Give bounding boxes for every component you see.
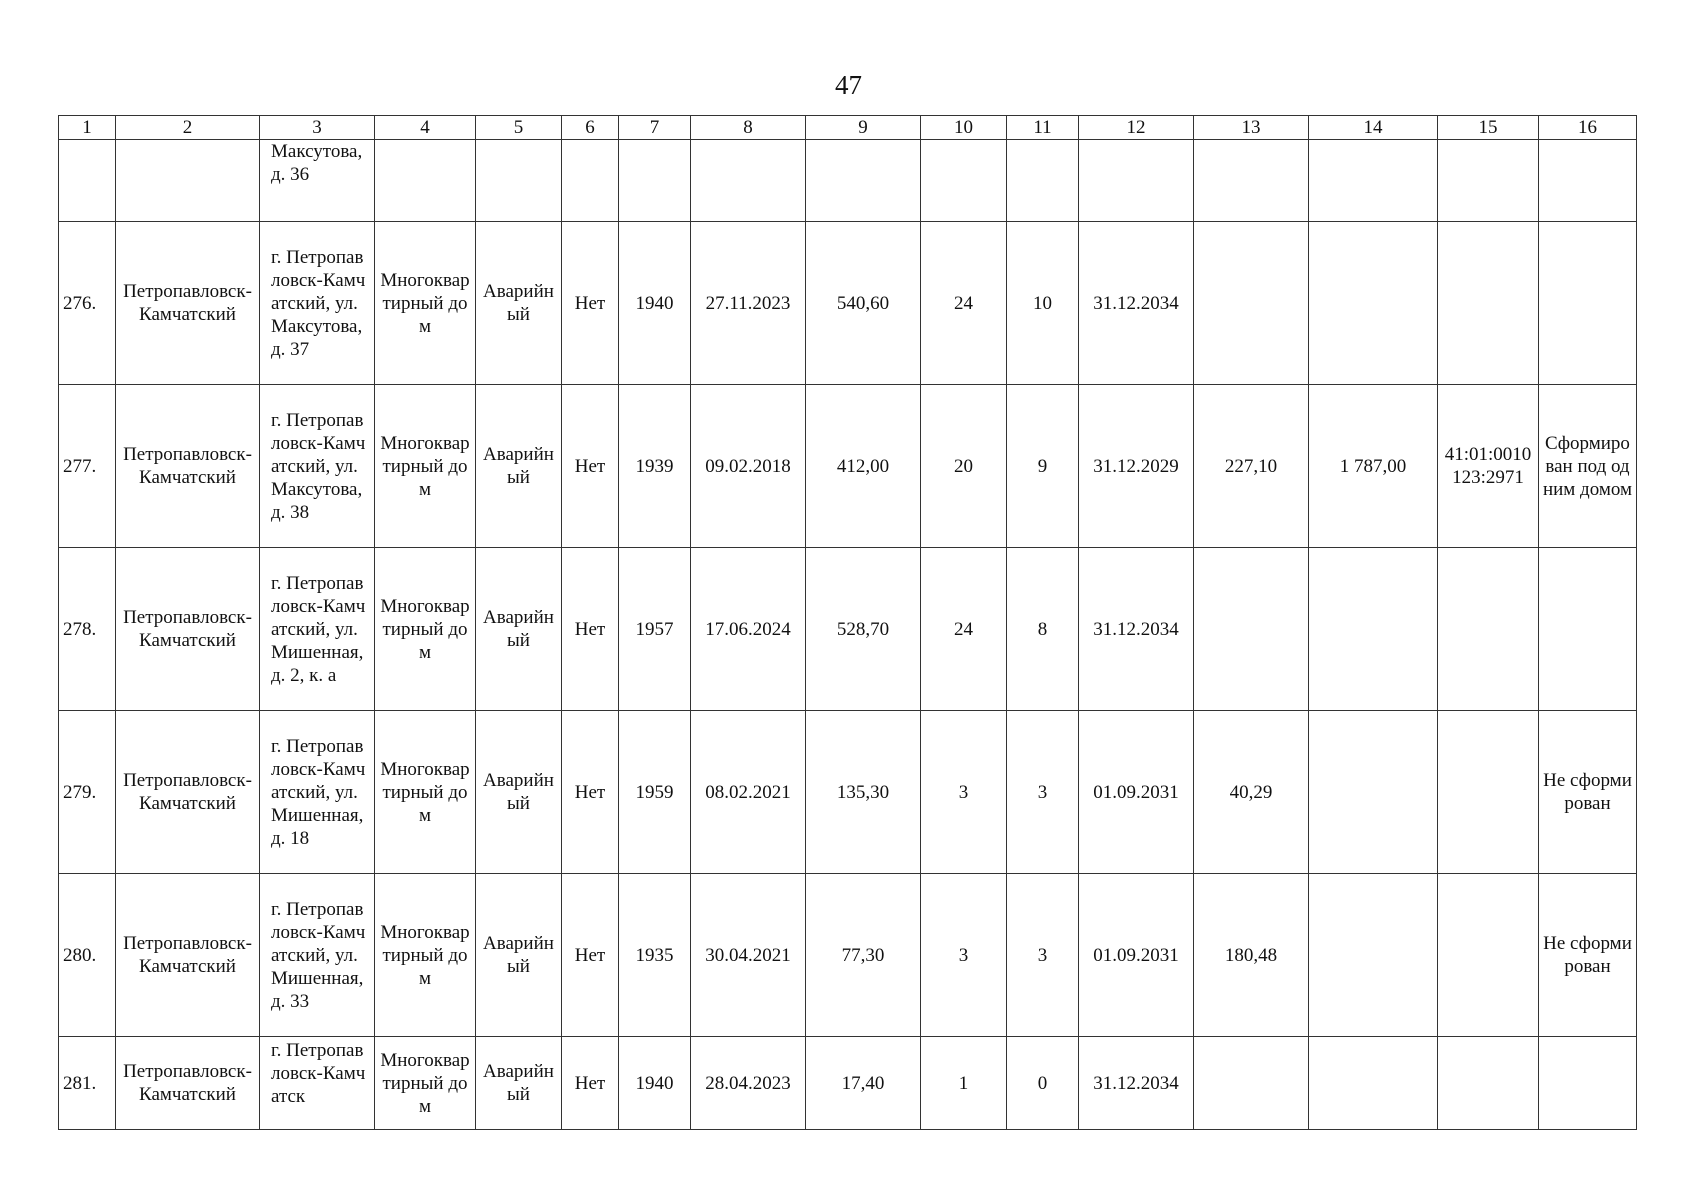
- cadastral-number-cell: [1438, 711, 1539, 874]
- col10-cell: 1: [921, 1037, 1007, 1130]
- object-type-cell: Многоквартирный дом: [375, 711, 476, 874]
- land-plot-status-cell: [1539, 548, 1637, 711]
- col14-cell: [1309, 1037, 1438, 1130]
- row-number: 281.: [59, 1037, 116, 1130]
- area-cell: 528,70: [806, 548, 921, 711]
- row-number: 277.: [59, 385, 116, 548]
- col13-cell: [1194, 1037, 1309, 1130]
- column-number: 6: [562, 116, 619, 140]
- column-number: 12: [1079, 116, 1194, 140]
- year-cell: 1935: [619, 874, 691, 1037]
- col6-cell: Нет: [562, 711, 619, 874]
- row-number: 278.: [59, 548, 116, 711]
- column-number-row: [59, 116, 1637, 140]
- col6-cell: Нет: [562, 385, 619, 548]
- year-cell: 1959: [619, 711, 691, 874]
- row-number: 280.: [59, 874, 116, 1037]
- area-cell: 135,30: [806, 711, 921, 874]
- status-cell: Аварийный: [476, 874, 562, 1037]
- area-cell: 77,30: [806, 874, 921, 1037]
- column-number: 3: [260, 116, 375, 140]
- date-cell: 09.02.2018: [691, 385, 806, 548]
- col6-cell: Нет: [562, 222, 619, 385]
- municipality-cell: Петропавловск-Камчатский: [116, 222, 260, 385]
- address-cell: г. Петропавловск-Камчатский, ул. Мишенная, д. 18: [260, 711, 375, 874]
- status-cell: Аварийный: [476, 222, 562, 385]
- deadline-cell: 01.09.2031: [1079, 711, 1194, 874]
- cadastral-number-cell: [1438, 222, 1539, 385]
- col6-cell: Нет: [562, 1037, 619, 1130]
- col6-cell: Нет: [562, 548, 619, 711]
- col14-cell: 1 787,00: [1309, 385, 1438, 548]
- date-cell: 17.06.2024: [691, 548, 806, 711]
- area-cell: 412,00: [806, 385, 921, 548]
- address-cell: Максутова, д. 36: [260, 140, 375, 222]
- column-number: 16: [1539, 116, 1637, 140]
- col11-cell: 3: [1007, 711, 1079, 874]
- table-row: [59, 874, 1637, 1037]
- object-type-cell: Многоквартирный дом: [375, 874, 476, 1037]
- address-cell: г. Петропавловск-Камчатский, ул. Мишенная, д. 2, к. а: [260, 548, 375, 711]
- area-cell: 540,60: [806, 222, 921, 385]
- date-cell: 08.02.2021: [691, 711, 806, 874]
- municipality-cell: Петропавловск-Камчатский: [116, 548, 260, 711]
- date-cell: 27.11.2023: [691, 222, 806, 385]
- col13-cell: [1194, 222, 1309, 385]
- deadline-cell: 31.12.2034: [1079, 1037, 1194, 1130]
- col11-cell: 9: [1007, 385, 1079, 548]
- status-cell: Аварийный: [476, 385, 562, 548]
- deadline-cell: 31.12.2034: [1079, 222, 1194, 385]
- municipality-cell: Петропавловск-Камчатский: [116, 385, 260, 548]
- date-cell: 30.04.2021: [691, 874, 806, 1037]
- column-number: 15: [1438, 116, 1539, 140]
- col11-cell: 8: [1007, 548, 1079, 711]
- column-number: 14: [1309, 116, 1438, 140]
- column-number: 7: [619, 116, 691, 140]
- status-cell: Аварийный: [476, 1037, 562, 1130]
- column-number: 4: [375, 116, 476, 140]
- col14-cell: [1309, 222, 1438, 385]
- column-number: 1: [59, 116, 116, 140]
- address-cell: г. Петропавловск-Камчатск: [260, 1037, 375, 1130]
- col14-cell: [1309, 874, 1438, 1037]
- table-row: [59, 548, 1637, 711]
- address-cell: г. Петропавловск-Камчатский, ул. Мишенная, д. 33: [260, 874, 375, 1037]
- status-cell: Аварийный: [476, 711, 562, 874]
- cadastral-number-cell: [1438, 1037, 1539, 1130]
- year-cell: 1957: [619, 548, 691, 711]
- land-plot-status-cell: [1539, 222, 1637, 385]
- cadastral-number-cell: 41:01:0010123:2971: [1438, 385, 1539, 548]
- year-cell: 1940: [619, 222, 691, 385]
- column-number: 8: [691, 116, 806, 140]
- col10-cell: 3: [921, 874, 1007, 1037]
- col13-cell: 180,48: [1194, 874, 1309, 1037]
- address-cell: г. Петропавловск-Камчатский, ул. Максутова, д. 37: [260, 222, 375, 385]
- col13-cell: 40,29: [1194, 711, 1309, 874]
- object-type-cell: Многоквартирный дом: [375, 1037, 476, 1130]
- year-cell: 1939: [619, 385, 691, 548]
- column-number: 10: [921, 116, 1007, 140]
- deadline-cell: 31.12.2034: [1079, 548, 1194, 711]
- col14-cell: [1309, 548, 1438, 711]
- table-row: [59, 385, 1637, 548]
- column-number: 11: [1007, 116, 1079, 140]
- col11-cell: 3: [1007, 874, 1079, 1037]
- col6-cell: Нет: [562, 874, 619, 1037]
- municipality-cell: Петропавловск-Камчатский: [116, 1037, 260, 1130]
- municipality-cell: Петропавловск-Камчатский: [116, 874, 260, 1037]
- col10-cell: 24: [921, 548, 1007, 711]
- status-cell: Аварийный: [476, 548, 562, 711]
- table-row: [59, 222, 1637, 385]
- object-type-cell: Многоквартирный дом: [375, 385, 476, 548]
- deadline-cell: 31.12.2029: [1079, 385, 1194, 548]
- land-plot-status-cell: [1539, 1037, 1637, 1130]
- municipality-cell: Петропавловск-Камчатский: [116, 711, 260, 874]
- col11-cell: 0: [1007, 1037, 1079, 1130]
- column-number: 5: [476, 116, 562, 140]
- column-number: 2: [116, 116, 260, 140]
- col10-cell: 24: [921, 222, 1007, 385]
- col10-cell: 3: [921, 711, 1007, 874]
- land-plot-status-cell: Не сформирован: [1539, 874, 1637, 1037]
- table-row: [59, 1037, 1637, 1130]
- year-cell: 1940: [619, 1037, 691, 1130]
- deadline-cell: 01.09.2031: [1079, 874, 1194, 1037]
- page-number: 47: [835, 70, 862, 100]
- continuation-row: [59, 140, 1637, 222]
- date-cell: 28.04.2023: [691, 1037, 806, 1130]
- table-body: [59, 116, 1637, 1130]
- housing-registry-table: [58, 115, 1637, 1130]
- land-plot-status-cell: Сформирован под одним домом: [1539, 385, 1637, 548]
- col11-cell: 10: [1007, 222, 1079, 385]
- cadastral-number-cell: [1438, 548, 1539, 711]
- land-plot-status-cell: Не сформирован: [1539, 711, 1637, 874]
- cadastral-number-cell: [1438, 874, 1539, 1037]
- column-number: 13: [1194, 116, 1309, 140]
- col13-cell: [1194, 548, 1309, 711]
- row-number: 276.: [59, 222, 116, 385]
- col14-cell: [1309, 711, 1438, 874]
- object-type-cell: Многоквартирный дом: [375, 548, 476, 711]
- col13-cell: 227,10: [1194, 385, 1309, 548]
- column-number: 9: [806, 116, 921, 140]
- row-number: 279.: [59, 711, 116, 874]
- col10-cell: 20: [921, 385, 1007, 548]
- object-type-cell: Многоквартирный дом: [375, 222, 476, 385]
- area-cell: 17,40: [806, 1037, 921, 1130]
- address-cell: г. Петропавловск-Камчатский, ул. Максутова, д. 38: [260, 385, 375, 548]
- table-row: [59, 711, 1637, 874]
